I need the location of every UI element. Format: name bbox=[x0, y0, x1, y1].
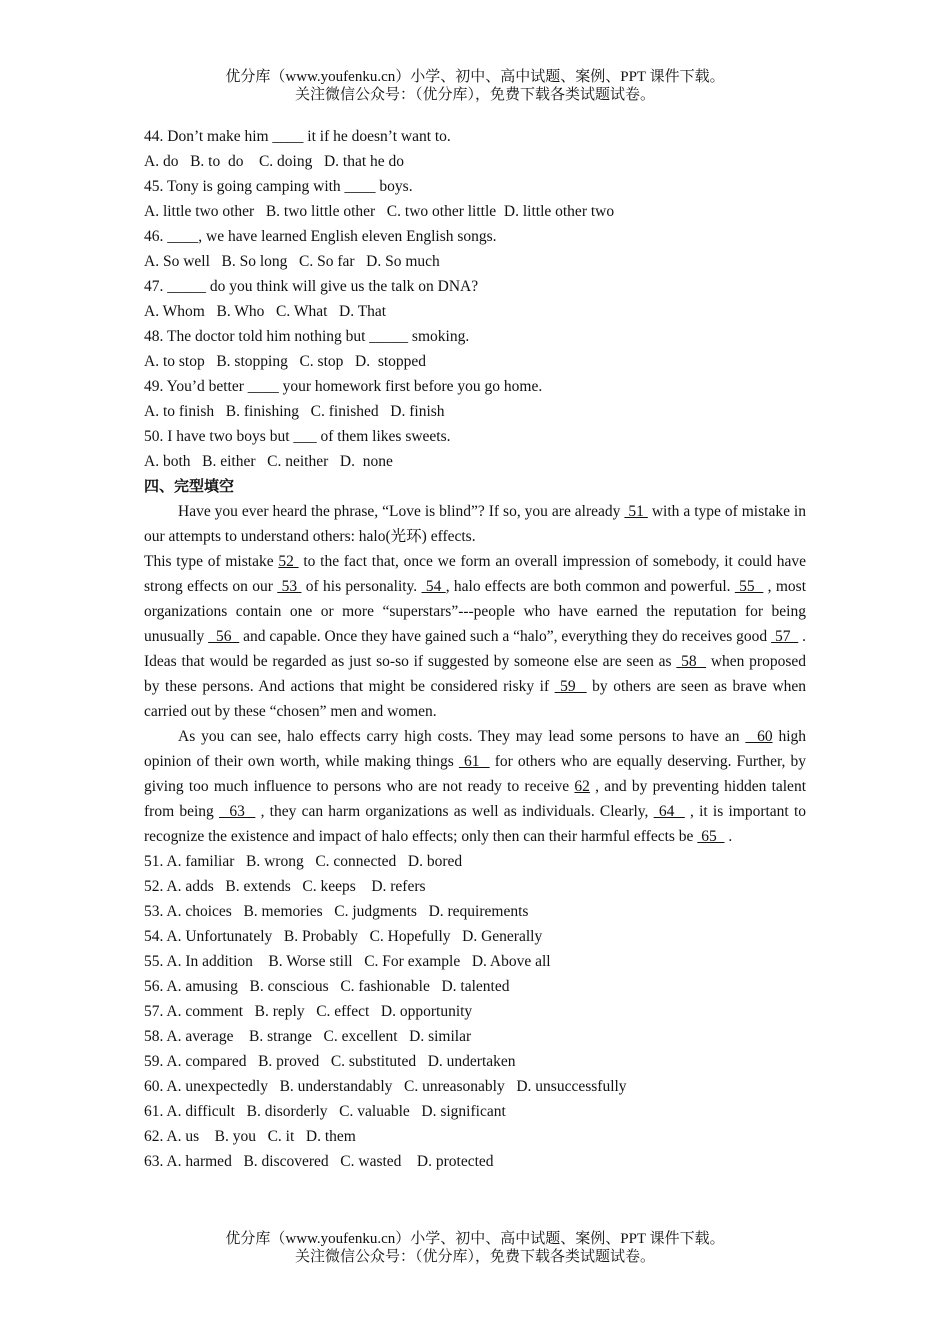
options-53: 53. A. choices B. memories C. judgments D. requirements bbox=[144, 903, 529, 920]
blank-53: 53 bbox=[277, 578, 302, 595]
passage-text: This type of mistake bbox=[144, 553, 279, 570]
options-59: 59. A. compared B. proved C. substituted D. undertaken bbox=[144, 1053, 516, 1070]
passage-text: As you can see, halo effects carry high costs. They may lead some persons to have an bbox=[178, 728, 746, 745]
blank-61: 61 bbox=[458, 753, 490, 770]
options-58: 58. A. average B. strange C. excellent D. similar bbox=[144, 1028, 472, 1045]
passage-text: by others are seen as brave when carried out by these “chosen” men and women. bbox=[144, 678, 807, 720]
footer-line-1: 优分库（www.youfenku.cn）小学、初中、高中试题、案例、PPT 课件下载。 bbox=[225, 1231, 725, 1247]
question-47-stem: 47. _____ do you think will give us the talk on DNA? bbox=[144, 278, 479, 295]
question-50-options: A. both B. either C. neither D. none bbox=[144, 453, 393, 470]
options-63: 63. A. harmed B. discovered C. wasted D. protected bbox=[144, 1153, 494, 1170]
passage-text: and capable. Once they have gained such a “halo”, everything they do receives good bbox=[239, 628, 772, 645]
passage-text: to the fact that, once we form an overall impression of somebody, it could have strong effects on our bbox=[144, 553, 807, 595]
footer-line-2: 关注微信公众号：（优分库），免费下载各类试题试卷。 bbox=[294, 1249, 655, 1265]
blank-64: 64 bbox=[653, 803, 685, 820]
passage-text: with a type of mistake in our attempts to understand others: halo(光环) effects. bbox=[144, 503, 806, 545]
passage-paragraph-1 bbox=[144, 499, 806, 549]
question-49-stem: 49. You’d better ____ your homework first before you go home. bbox=[144, 378, 543, 395]
passage-text: . Ideas that would be regarded as just so-so if suggested by someone else are seen as bbox=[144, 628, 807, 670]
blank-59: 59 bbox=[554, 678, 587, 695]
question-48-options: A. to stop B. stopping C. stop D. stopped bbox=[144, 353, 427, 370]
blank-52: 52 bbox=[278, 553, 299, 570]
options-52: 52. A. adds B. extends C. keeps D. refers bbox=[144, 878, 426, 895]
passage-text: of his personality. bbox=[301, 578, 422, 595]
question-45-stem: 45. Tony is going camping with ____ boys. bbox=[144, 178, 413, 195]
question-48-stem: 48. The doctor told him nothing but _____ smoking. bbox=[144, 328, 470, 345]
blank-57: 57 bbox=[771, 628, 799, 645]
options-51: 51. A. familiar B. wrong C. connected D. bored bbox=[144, 853, 463, 870]
blank-56: 56 bbox=[208, 628, 240, 645]
blank-58: 58 bbox=[676, 653, 707, 670]
options-57: 57. A. comment B. reply C. effect D. opportunity bbox=[144, 1003, 473, 1020]
passage-text: Have you ever heard the phrase, “Love is blind”? If so, you are already bbox=[178, 503, 625, 520]
options-62: 62. A. us B. you C. it D. them bbox=[144, 1128, 356, 1145]
options-61: 61. A. difficult B. disorderly C. valuable D. significant bbox=[144, 1103, 506, 1120]
passage-text: , and by preventing hidden talent from being bbox=[144, 778, 806, 820]
question-45-options: A. little two other B. two little other C. two other little D. little other two bbox=[144, 203, 615, 220]
passage-text: for others who are equally deserving. Further, by giving too much influence to persons who are not ready to receive bbox=[144, 753, 806, 795]
options-60: 60. A. unexpectedly B. understandably C. unreasonably D. unsuccessfully bbox=[144, 1078, 627, 1095]
question-49-options: A. to finish B. finishing C. finished D. finish bbox=[144, 403, 445, 420]
blank-62: 62 bbox=[574, 778, 590, 795]
header-line-1: 优分库（www.youfenku.cn）小学、初中、高中试题、案例、PPT 课件下载。 bbox=[225, 69, 725, 85]
blank-54: 54 bbox=[421, 578, 446, 595]
passage-paragraph-3 bbox=[144, 724, 806, 849]
page-footer bbox=[0, 1230, 950, 1266]
passage-text: , it is important to recognize the existence and impact of halo effects; only then can their harmful effects be bbox=[144, 803, 807, 845]
blank-51: 51 bbox=[624, 503, 648, 520]
question-47-options: A. Whom B. Who C. What D. That bbox=[144, 303, 387, 320]
question-44-stem: 44. Don’t make him ____ it if he doesn’t want to. bbox=[144, 128, 451, 145]
blank-60: 60 bbox=[745, 728, 773, 745]
section-title-cloze: 四、完型填空 bbox=[144, 477, 235, 495]
blank-65: 65 bbox=[697, 828, 725, 845]
question-50-stem: 50. I have two boys but ___ of them likes sweets. bbox=[144, 428, 451, 445]
options-56: 56. A. amusing B. conscious C. fashionable D. talented bbox=[144, 978, 510, 995]
blank-63: 63 bbox=[219, 803, 256, 820]
passage-text: high opinion of their own worth, while making things bbox=[144, 728, 807, 770]
page-header bbox=[0, 68, 950, 104]
passage-text: . bbox=[724, 828, 733, 845]
options-55: 55. A. In addition B. Worse still C. For example D. Above all bbox=[144, 953, 551, 970]
passage-text: , they can harm organizations as well as individuals. Clearly, bbox=[255, 803, 654, 820]
options-54: 54. A. Unfortunately B. Probably C. Hopefully D. Generally bbox=[144, 928, 543, 945]
passage-text: , halo effects are both common and powerful. bbox=[445, 578, 735, 595]
passage-paragraph-2 bbox=[144, 549, 806, 724]
question-46-options: A. So well B. So long C. So far D. So much bbox=[144, 253, 440, 270]
passage-text: when proposed by these persons. And actions that might be considered risky if bbox=[144, 653, 806, 695]
passage-text: , most organizations contain one or more “superstars”---people who have earned the reputation for being unusually bbox=[144, 578, 807, 645]
question-44-options: A. do B. to do C. doing D. that he do bbox=[144, 153, 405, 170]
document-body bbox=[144, 124, 806, 1174]
question-46-stem: 46. ____, we have learned English eleven English songs. bbox=[144, 228, 497, 245]
blank-55: 55 bbox=[734, 578, 764, 595]
header-line-2: 关注微信公众号：（优分库），免费下载各类试题试卷。 bbox=[294, 87, 655, 103]
